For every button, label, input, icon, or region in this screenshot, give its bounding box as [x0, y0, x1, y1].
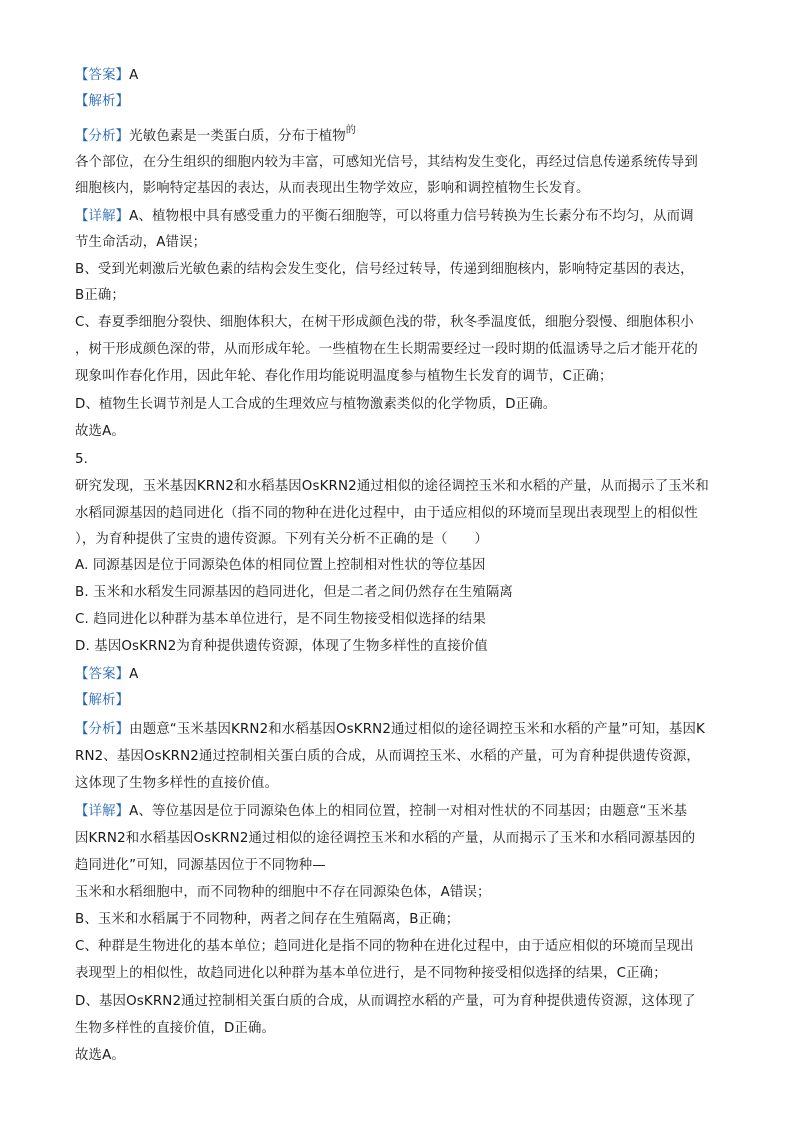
q5-stem-line-3: ），为育种提供了宝贵的遗传资源。下列有关分析不正确的是（ ） [75, 532, 489, 547]
q5-option-a: A. 同源基因是位于同源染色体的相同位置上控制相对性状的等位基因 [75, 558, 486, 573]
q5-fenxi-line-3: 这体现了生物多样性的直接价值。 [75, 776, 279, 791]
q5-xiangjie-line-d1: D、基因OsKRN2通过控制相关蛋白质的合成，从而调控水稻的产量，可为育种提供遗传资源，这体现了 [75, 994, 696, 1009]
text-span: A、等位基因是位于同源染色体上的相同位置，控制一对相对性状的不同基因；由题意“玉米基 [129, 804, 688, 819]
answer-tag: 【答案】 [75, 667, 130, 682]
q5-fenxi-line-2: RN2、基因OsKRN2通过控制相关蛋白质的合成，从而调控玉米、水稻的产量，可为育种提供遗传资源， [75, 749, 700, 764]
xiangjie-tag: 【详解】 [75, 804, 130, 819]
analysis-tag: 【解析】 [75, 94, 130, 109]
q5-xiangjie-line-a2: 因KRN2和水稻基因OsKRN2通过相似的途径调控玉米和水稻的产量，从而揭示了玉米和水稻同源基因的 [75, 831, 696, 846]
q5-number: 5. [75, 452, 89, 467]
q4-xiangjie-line-c1: C、春夏季细胞分裂快、细胞体积大，在树干形成颜色浅的带，秋冬季温度低，细胞分裂慢、细胞体积小 [75, 315, 694, 330]
text-span: 光敏色素是一类蛋白质，分布于植物 [129, 129, 346, 144]
q4-xiangjie-line-b2: B正确； [75, 288, 125, 303]
q5-answer-line [75, 665, 138, 685]
q4-fenxi-line-2: 各个部位，在分生组织的细胞内较为丰富，可感知光信号，其结构发生变化，再经过信息传递系统传导到 [75, 155, 698, 170]
q5-xiangjie-line-a3: 趋同进化”可知，同源基因位于不同物种— [75, 858, 326, 873]
fenxi-tag: 【分析】 [75, 129, 130, 144]
q4-analysis-heading [75, 92, 129, 112]
q5-conclusion: 故选A。 [75, 1048, 125, 1063]
q5-xiangjie-line-d2: 生物多样性的直接价值，D正确。 [75, 1021, 276, 1036]
q5-xiangjie-line-a1 [75, 802, 687, 822]
xiangjie-tag: 【详解】 [75, 209, 130, 224]
q5-option-d: D. 基因OsKRN2为育种提供遗传资源，体现了生物多样性的直接价值 [75, 639, 488, 654]
q4-xiangjie-line-a1 [75, 207, 694, 227]
q5-xiangjie-line-c1: C、种群是生物进化的基本单位；趋同进化是指不同的物种在进化过程中，由于适应相似的环境而呈现出 [75, 939, 694, 954]
q5-option-b: B. 玉米和水稻发生同源基因的趋同进化，但是二者之间仍然存在生殖隔离 [75, 585, 513, 600]
q5-stem-line-1: 研究发现，玉米基因KRN2和水稻基因OsKRN2通过相似的途径调控玉米和水稻的产量，从而揭示了玉米和 [75, 479, 709, 494]
q4-fenxi-line-1 [75, 127, 356, 148]
q4-answer-line [75, 66, 138, 86]
q5-analysis-heading [75, 691, 129, 711]
q4-xiangjie-line-c2: ，树干形成颜色深的带，从而形成年轮。一些植物在生长期需要经过一段时期的低温诱导之后才能开花的 [75, 342, 698, 357]
q4-xiangjie-line-c3: 现象叫作春化作用，因此年轮、春化作用均能说明温度参与植物生长发育的调节，C正确； [75, 369, 613, 384]
q4-conclusion: 故选A。 [75, 424, 125, 439]
answer-value: A [129, 667, 139, 682]
q5-xiangjie-line-c2: 表现型上的相似性，故趋同进化以种群为基本单位进行，是不同物种接受相似选择的结果，C正确； [75, 966, 667, 981]
q5-xiangjie-line-a4: 玉米和水稻细胞中，而不同物种的细胞中不存在同源染色体，A错误； [75, 885, 491, 900]
q4-fenxi-line-3: 细胞核内，影响特定基因的表达，从而表现出生物学效应，影响和调控植物生长发育。 [75, 181, 590, 196]
fenxi-tag: 【分析】 [75, 722, 130, 737]
superscript-char: 的 [345, 125, 356, 136]
q4-xiangjie-line-b1: B、受到光刺激后光敏色素的结构会发生变化，信号经过转导，传递到细胞核内，影响特定基因的表达， [75, 262, 694, 277]
q5-fenxi-line-1 [75, 720, 705, 740]
q5-xiangjie-line-b1: B、玉米和水稻属于不同物种，两者之间存在生殖隔离，B正确； [75, 912, 460, 927]
q4-xiangjie-line-a2: 节生命活动，A错误； [75, 235, 207, 250]
text-span: 由题意“玉米基因KRN2和水稻基因OsKRN2通过相似的途径调控玉米和水稻的产量”可知，基因K [129, 722, 705, 737]
answer-value: A [129, 68, 139, 83]
q5-stem-line-2: 水稻同源基因的趋同进化（指不同的物种在进化过程中，由于适应相似的环境而呈现出表现型上的相似性 [75, 506, 698, 521]
text-span: A、植物根中具有感受重力的平衡石细胞等，可以将重力信号转换为生长素分布不均匀，从而调 [129, 209, 694, 224]
q5-option-c: C. 趋同进化以种群为基本单位进行，是不同生物接受相似选择的结果 [75, 612, 486, 627]
q4-xiangjie-line-d1: D、植物生长调节剂是人工合成的生理效应与植物激素类似的化学物质，D正确。 [75, 397, 557, 412]
analysis-tag: 【解析】 [75, 693, 130, 708]
answer-tag: 【答案】 [75, 68, 130, 83]
